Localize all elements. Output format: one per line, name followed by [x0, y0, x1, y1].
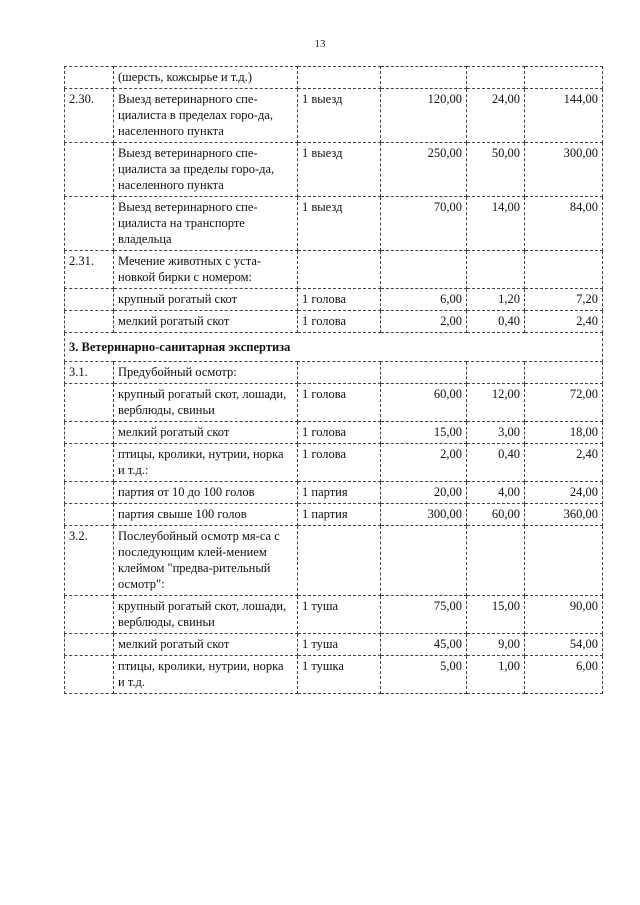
item-name: Послеубойный осмотр мя-са с последующим клей-мением клеймом "предва-рительный осмотр": — [114, 526, 298, 596]
item-vat — [467, 526, 525, 596]
item-vat: 0,40 — [467, 444, 525, 482]
item-unit: 1 туша — [298, 634, 381, 656]
item-vat: 4,00 — [467, 482, 525, 504]
item-vat: 1,20 — [467, 289, 525, 311]
table-row — [65, 384, 603, 422]
item-vat: 0,40 — [467, 311, 525, 333]
section-header-row — [65, 333, 603, 362]
item-name: Выезд ветеринарного спе-циалиста в пределах горо-да, населенного пункта — [114, 89, 298, 143]
item-name: мелкий рогатый скот — [114, 422, 298, 444]
item-name: мелкий рогатый скот — [114, 311, 298, 333]
item-total: 2,40 — [525, 311, 603, 333]
item-unit: 1 голова — [298, 311, 381, 333]
item-name: птицы, кролики, нутрии, норка и т.д. — [114, 656, 298, 694]
item-price: 300,00 — [381, 504, 467, 526]
item-number — [65, 289, 114, 311]
item-unit — [298, 362, 381, 384]
item-name: крупный рогатый скот — [114, 289, 298, 311]
item-price: 6,00 — [381, 289, 467, 311]
item-total — [525, 67, 603, 89]
page-number: 13 — [314, 38, 326, 50]
item-unit: 1 голова — [298, 289, 381, 311]
item-price: 20,00 — [381, 482, 467, 504]
table-row — [65, 504, 603, 526]
item-number: 3.2. — [65, 526, 114, 596]
item-name: Предубойный осмотр: — [114, 362, 298, 384]
item-name: мелкий рогатый скот — [114, 634, 298, 656]
item-number — [65, 634, 114, 656]
item-number — [65, 67, 114, 89]
table-row — [65, 656, 603, 694]
item-price: 2,00 — [381, 444, 467, 482]
item-price: 60,00 — [381, 384, 467, 422]
item-vat: 12,00 — [467, 384, 525, 422]
item-unit: 1 выезд — [298, 143, 381, 197]
item-price: 5,00 — [381, 656, 467, 694]
table-row — [65, 596, 603, 634]
item-name: (шерсть, кожсырье и т.д.) — [114, 67, 298, 89]
item-price: 75,00 — [381, 596, 467, 634]
item-number — [65, 656, 114, 694]
item-name: птицы, кролики, нутрии, норка и т.д.: — [114, 444, 298, 482]
table-row — [65, 197, 603, 251]
item-total: 7,20 — [525, 289, 603, 311]
item-total — [525, 526, 603, 596]
item-unit — [298, 526, 381, 596]
item-total: 360,00 — [525, 504, 603, 526]
item-vat — [467, 67, 525, 89]
item-price: 120,00 — [381, 89, 467, 143]
item-unit: 1 голова — [298, 444, 381, 482]
table-row — [65, 143, 603, 197]
item-unit: 1 партия — [298, 504, 381, 526]
price-table-body-2 — [65, 362, 603, 694]
item-vat: 9,00 — [467, 634, 525, 656]
item-vat: 60,00 — [467, 504, 525, 526]
item-unit: 1 выезд — [298, 197, 381, 251]
item-number — [65, 596, 114, 634]
item-name: партия свыше 100 голов — [114, 504, 298, 526]
table-row — [65, 634, 603, 656]
item-total: 84,00 — [525, 197, 603, 251]
item-unit: 1 голова — [298, 384, 381, 422]
item-number — [65, 422, 114, 444]
section-header-group — [65, 333, 603, 362]
item-unit: 1 тушка — [298, 656, 381, 694]
item-total: 18,00 — [525, 422, 603, 444]
item-number — [65, 197, 114, 251]
item-unit: 1 партия — [298, 482, 381, 504]
table-row — [65, 422, 603, 444]
item-name: партия от 10 до 100 голов — [114, 482, 298, 504]
item-price — [381, 67, 467, 89]
item-vat: 3,00 — [467, 422, 525, 444]
table-row — [65, 526, 603, 596]
item-price: 250,00 — [381, 143, 467, 197]
item-total — [525, 362, 603, 384]
section-title: 3. Ветеринарно-санитарная экспертиза — [65, 333, 603, 362]
item-name: Мечение животных с уста-новкой бирки с номером: — [114, 251, 298, 289]
item-price — [381, 251, 467, 289]
item-vat: 24,00 — [467, 89, 525, 143]
table-row — [65, 289, 603, 311]
price-table-body-1 — [65, 67, 603, 333]
item-number: 2.31. — [65, 251, 114, 289]
table-row — [65, 444, 603, 482]
item-price: 70,00 — [381, 197, 467, 251]
item-name: Выезд ветеринарного спе-циалиста на транспорте владельца — [114, 197, 298, 251]
item-number — [65, 384, 114, 422]
item-unit: 1 туша — [298, 596, 381, 634]
item-total: 144,00 — [525, 89, 603, 143]
item-price — [381, 526, 467, 596]
item-number: 2.30. — [65, 89, 114, 143]
item-unit: 1 выезд — [298, 89, 381, 143]
table-row — [65, 362, 603, 384]
table-row — [65, 482, 603, 504]
item-price — [381, 362, 467, 384]
item-price: 15,00 — [381, 422, 467, 444]
item-number — [65, 444, 114, 482]
item-total: 2,40 — [525, 444, 603, 482]
item-number — [65, 482, 114, 504]
item-unit: 1 голова — [298, 422, 381, 444]
item-total: 54,00 — [525, 634, 603, 656]
item-number — [65, 311, 114, 333]
item-total: 90,00 — [525, 596, 603, 634]
item-name: Выезд ветеринарного спе-циалиста за пределы горо-да, населенного пункта — [114, 143, 298, 197]
item-total — [525, 251, 603, 289]
item-unit — [298, 251, 381, 289]
item-total: 300,00 — [525, 143, 603, 197]
item-unit — [298, 67, 381, 89]
table-row — [65, 251, 603, 289]
item-price: 2,00 — [381, 311, 467, 333]
item-number — [65, 504, 114, 526]
table-row — [65, 311, 603, 333]
table-row — [65, 89, 603, 143]
item-vat — [467, 362, 525, 384]
item-total: 72,00 — [525, 384, 603, 422]
item-vat: 15,00 — [467, 596, 525, 634]
item-number: 3.1. — [65, 362, 114, 384]
item-name: крупный рогатый скот, лошади, верблюды, свиньи — [114, 596, 298, 634]
item-name: крупный рогатый скот, лошади, верблюды, свиньи — [114, 384, 298, 422]
price-table — [64, 66, 603, 694]
item-vat — [467, 251, 525, 289]
item-number — [65, 143, 114, 197]
item-price: 45,00 — [381, 634, 467, 656]
item-vat: 50,00 — [467, 143, 525, 197]
item-vat: 1,00 — [467, 656, 525, 694]
item-total: 6,00 — [525, 656, 603, 694]
table-row — [65, 67, 603, 89]
item-total: 24,00 — [525, 482, 603, 504]
item-vat: 14,00 — [467, 197, 525, 251]
